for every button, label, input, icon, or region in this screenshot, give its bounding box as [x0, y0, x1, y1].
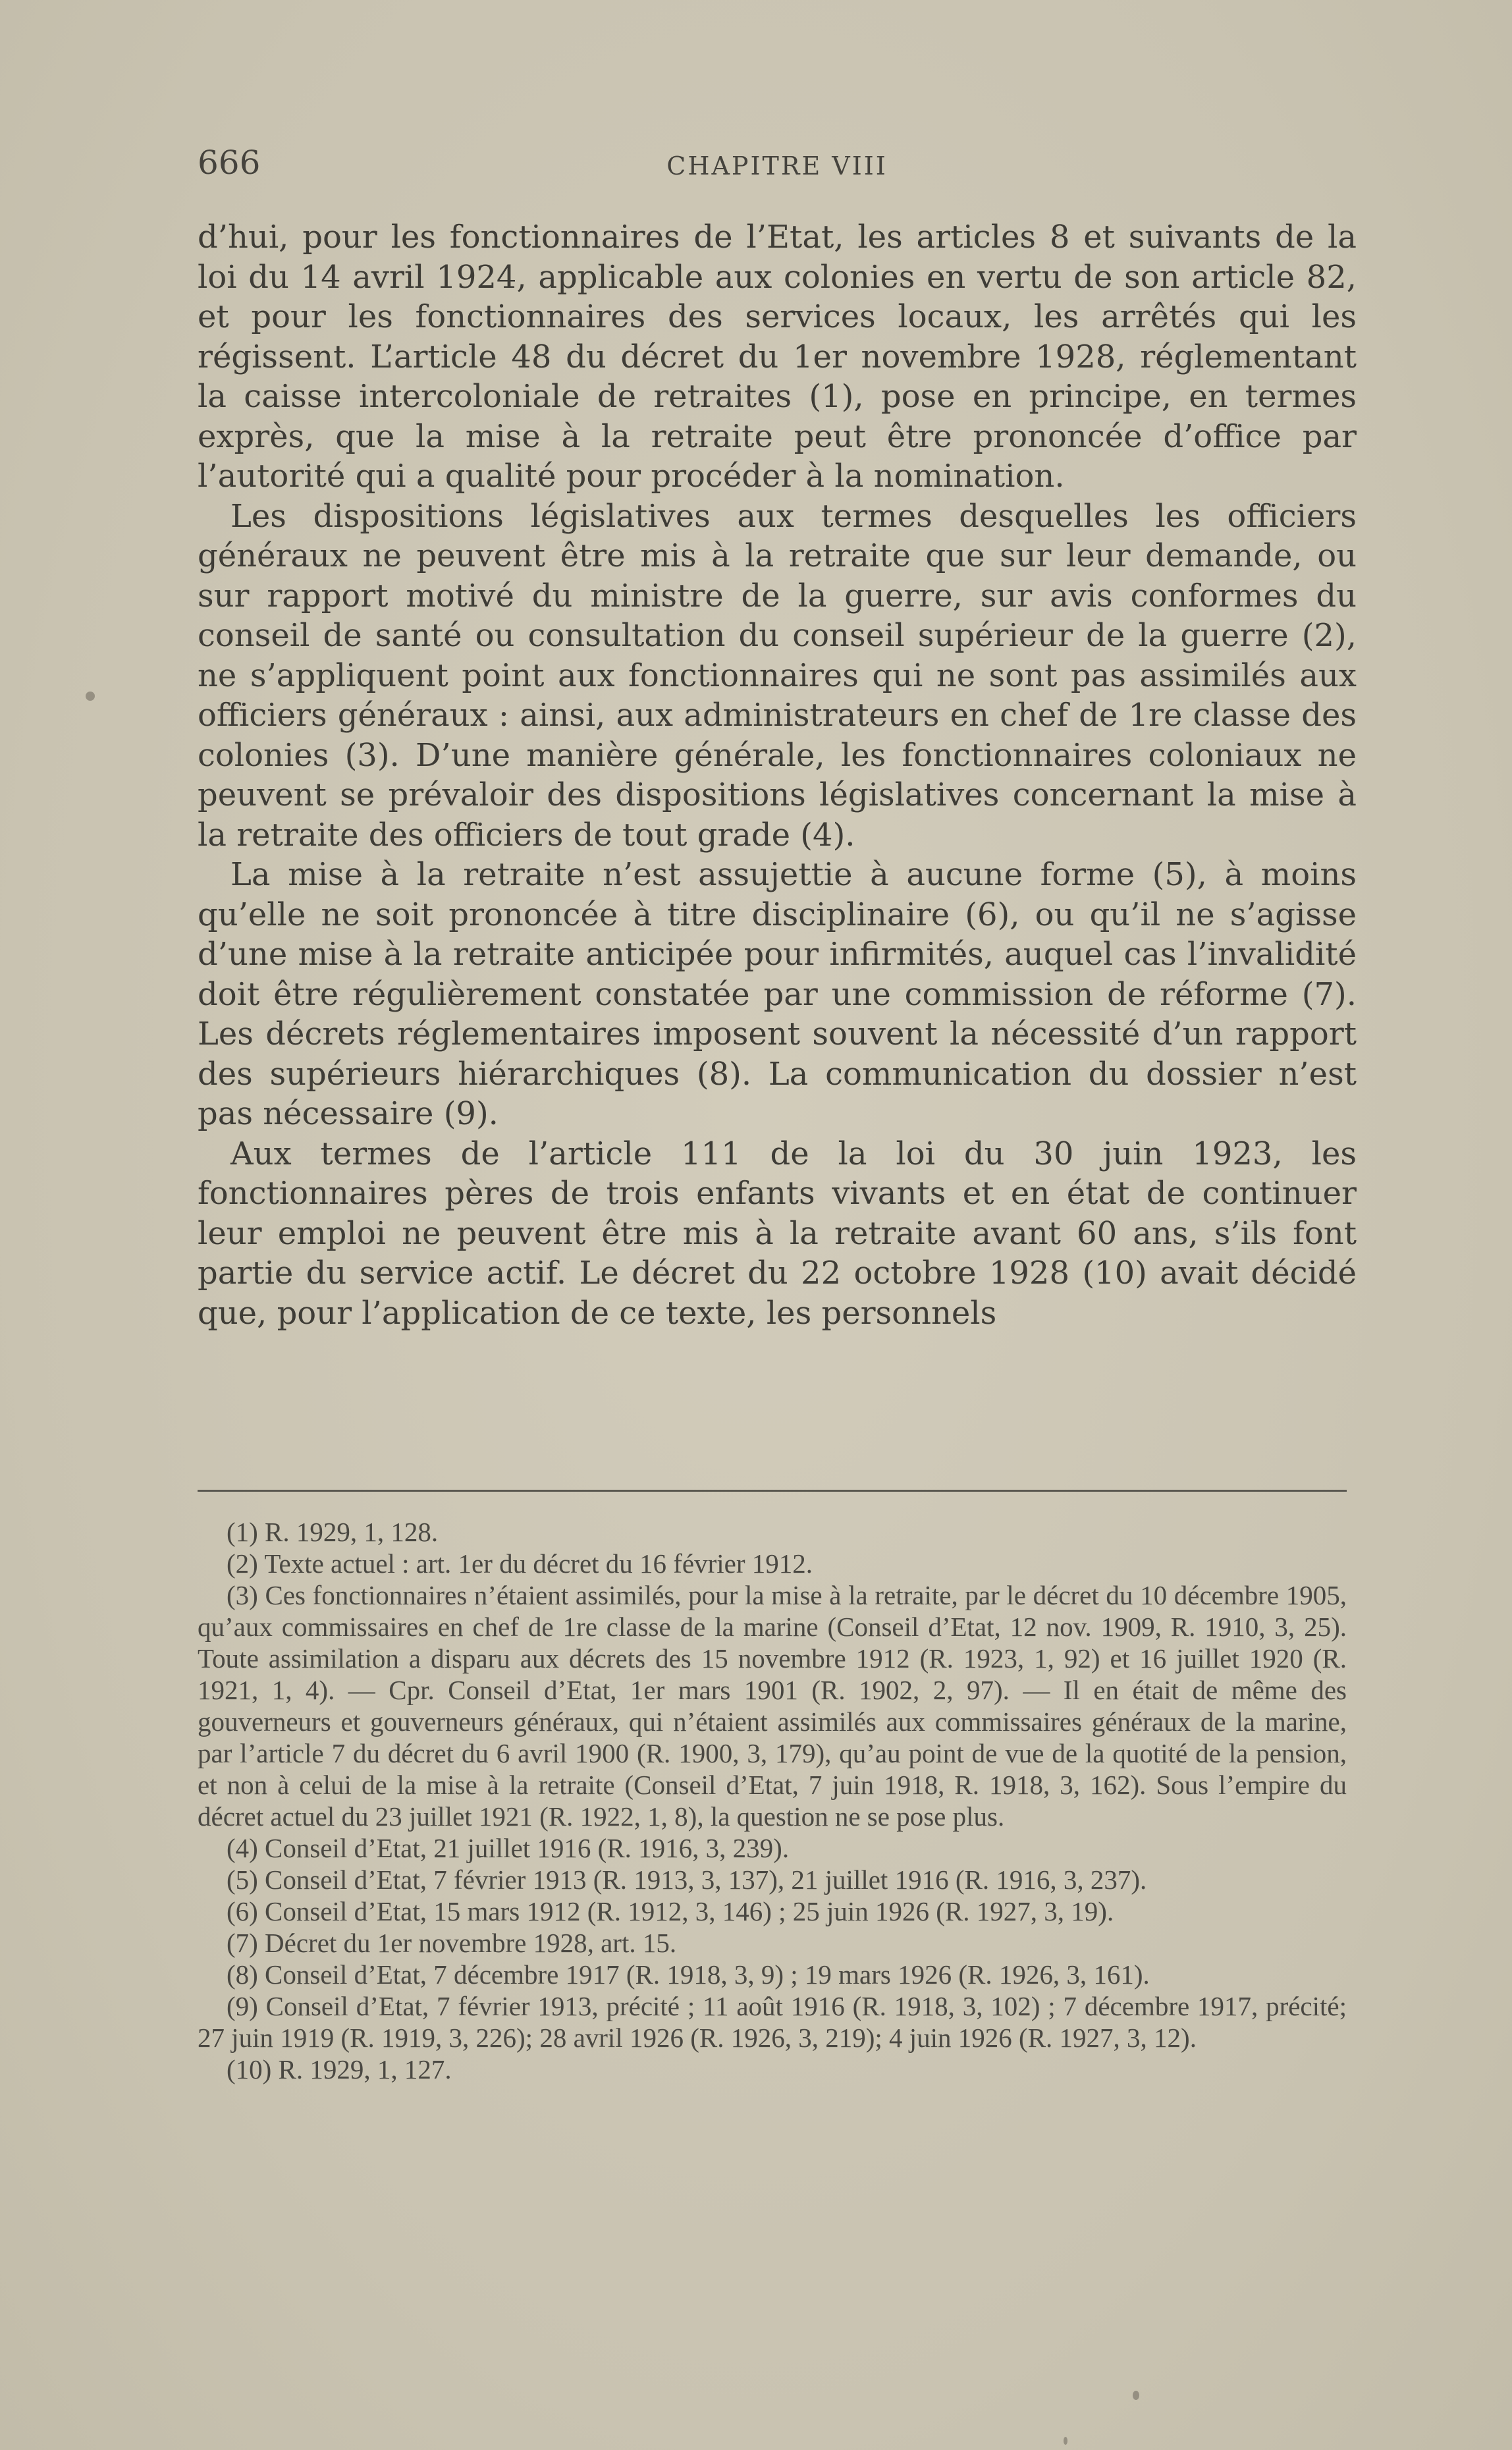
footnote: (1) R. 1929, 1, 128.	[227, 1517, 439, 1547]
footnotes	[198, 1516, 1347, 2085]
footnote: (10) R. 1929, 1, 127.	[227, 2054, 452, 2084]
page-header	[198, 144, 1357, 190]
speck	[86, 692, 95, 701]
running-head: CHAPITRE VIII	[666, 151, 888, 180]
footnote: (6) Conseil d’Etat, 15 mars 1912 (R. 1912, 3, 146) ; 25 juin 1926 (R. 1927, 3, 19).	[227, 1896, 1114, 1926]
paragraph: Aux termes de l’article 111 de la loi du 30 juin 1923, les fonctionnaires pères de trois enfants vivants et en état de continuer leur emploi ne peuvent être mis à la retraite avant 60 ans, s’ils font partie du service actif. Le décret du 22 octobre 1928 (10) avait décidé que, pour l’application de ce texte, les personnels	[198, 1135, 1357, 1332]
speck	[1064, 2437, 1067, 2445]
paragraph: d’hui, pour les fonctionnaires de l’Etat, les articles 8 et suivants de la loi du 14 avril 1924, applicable aux colonies en vertu de son article 82, et pour les fonctionnaires des services locaux, les arrêtés qui les régissent. L’article 48 du décret du 1er novembre 1928, réglementant la caisse intercoloniale de retraites (1), pose en principe, en termes exprès, que la mise à la retraite peut être prononcée d’office par l’autorité qui a qualité pour procéder à la nomination.	[198, 219, 1357, 495]
footnote: (2) Texte actuel : art. 1er du décret du 16 février 1912.	[227, 1548, 813, 1579]
main-text	[198, 217, 1357, 1333]
footnote: (7) Décret du 1er novembre 1928, art. 15.	[227, 1928, 677, 1958]
page-number: 666	[198, 144, 261, 182]
footnote: (3) Ces fonctionnaires n’étaient assimilés, pour la mise à la retraite, par le décret du 10 décembre 1905, qu’aux commissaires en chef de 1re classe de la marine (Conseil d’Etat, 12 nov. 1909, R. 1910, 3, 25). Toute assimilation a disparu aux décrets des 15 novembre 1912 (R. 1923, 1, 92) et 16 juillet 1920 (R. 1921, 1, 4). — Cpr. Conseil d’Etat, 1er mars 1901 (R. 1902, 2, 97). — Il en était de même des gouverneurs et gouverneurs généraux, qui n’étaient assimilés aux commissaires généraux de la marine, par l’article 7 du décret du 6 avril 1900 (R. 1900, 3, 179), qu’au point de vue de la quotité de la pension, et non à celui de la mise à la retraite (Conseil d’Etat, 7 juin 1918, R. 1918, 3, 162). Sous l’empire du décret actuel du 23 juillet 1921 (R. 1922, 1, 8), la question ne se pose plus.	[198, 1580, 1347, 1832]
speck	[1133, 2391, 1139, 2400]
footnote-divider	[198, 1490, 1347, 1492]
footnote: (8) Conseil d’Etat, 7 décembre 1917 (R. 1918, 3, 9) ; 19 mars 1926 (R. 1926, 3, 161).	[227, 1959, 1150, 1990]
footnote: (9) Conseil d’Etat, 7 février 1913, précité ; 11 août 1916 (R. 1918, 3, 102) ; 7 décembre 1917, précité; 27 juin 1919 (R. 1919, 3, 226); 28 avril 1926 (R. 1926, 3, 219); 4 juin 1926 (R. 1927, 3, 12).	[198, 1991, 1347, 2053]
paragraph: Les dispositions législatives aux termes desquelles les officiers généraux ne peuvent être mis à la retraite que sur leur demande, ou sur rapport motivé du ministre de la guerre, sur avis conformes du conseil de santé ou consultation du conseil supérieur de la guerre (2), ne s’appliquent point aux fonctionnaires qui ne sont pas assimilés aux officiers généraux : ainsi, aux administrateurs en chef de 1re classe des colonies (3). D’une manière générale, les fonctionnaires coloniaux ne peuvent se prévaloir des dispositions législatives concernant la mise à la retraite des officiers de tout grade (4).	[198, 497, 1357, 854]
footnote: (4) Conseil d’Etat, 21 juillet 1916 (R. 1916, 3, 239).	[227, 1833, 790, 1863]
footnote: (5) Conseil d’Etat, 7 février 1913 (R. 1913, 3, 137), 21 juillet 1916 (R. 1916, 3, 237).	[227, 1865, 1147, 1895]
paragraph: La mise à la retraite n’est assujettie à aucune forme (5), à moins qu’elle ne soit prononcée à titre disciplinaire (6), ou qu’il ne s’agisse d’une mise à la retraite anticipée pour infirmités, auquel cas l’invalidité doit être régulièrement constatée par une commission de réforme (7). Les décrets réglementaires imposent souvent la nécessité d’un rapport des supérieurs hiérarchiques (8). La communication du dossier n’est pas nécessaire (9).	[198, 856, 1357, 1132]
